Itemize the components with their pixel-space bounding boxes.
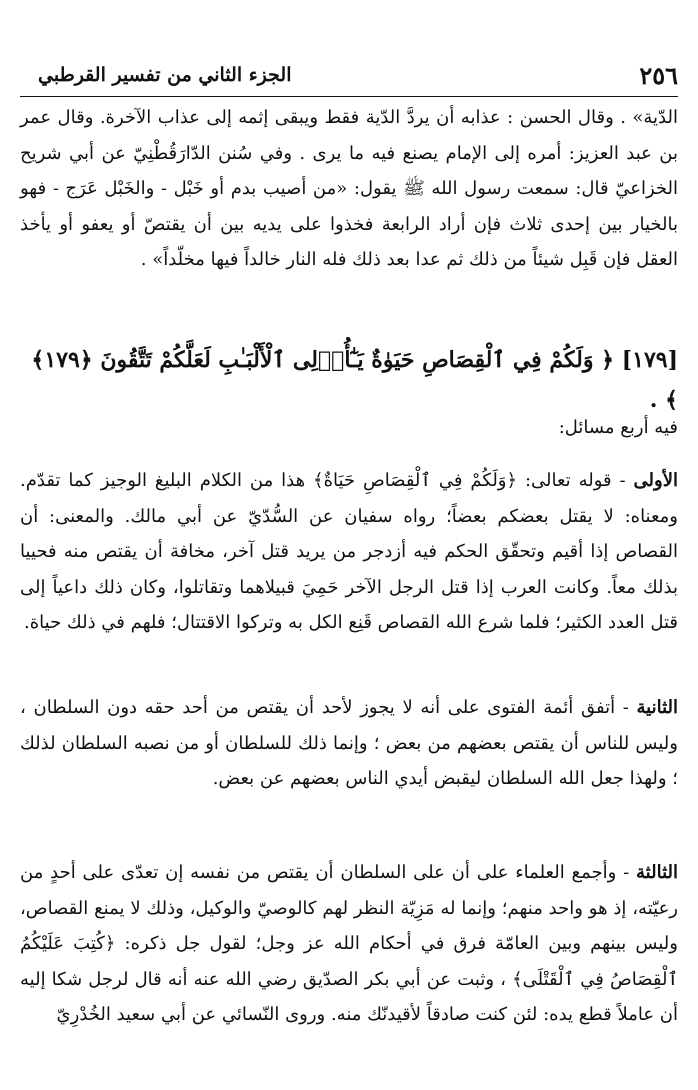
running-title: الجزء الثاني من تفسير القرطبي: [38, 64, 292, 86]
verse-line: [20, 340, 678, 420]
issue-second-text: - أتفق أئمة الفتوى على أنه لا يجوز لأحد أن يقتص من أحد حقه دون السلطان ، وليس للناس أن يقتص بعضهم من بعض ؛ وإنما ذلك للسلطان أو من نصبه السلطان لذلك ؛ ولهذا جعل الله السلطان ليقبض أيدي الناس بعضهم عن بعض.: [20, 697, 678, 789]
page-header: [20, 54, 678, 97]
issue-second: [20, 690, 678, 797]
issue-third-label: الثالثة: [636, 862, 678, 883]
page-number: ٢٥٦: [639, 60, 678, 90]
issue-second-label: الثانية: [636, 697, 678, 718]
issue-first: [20, 463, 678, 641]
verse-number: [١٧٩]: [621, 347, 678, 373]
issues-intro: فيه أربع مسائل:: [558, 417, 678, 438]
issue-third: [20, 855, 678, 1033]
paragraph-diya: الدّية» . وقال الحسن : عذابه أن يردَّ الدّية فقط ويبقى إثمه إلى عذاب الآخرة. وقال عمر بن عبد العزيز: أمره إلى الإمام يصنع فيه ما يرى . وفي سُنن الدّارَقُطْنِيّ عن أبي شريح الخزاعيّ قال: سمعت رسول الله ﷺ يقول: «من أصيب بدم أو خَبْل - والخَبْل عَرَج - فهو بالخيار بين إحدى ثلاث فإن أراد الرابعة فخذوا على يديه بين أن يقتصّ أو يعفو أو يأخذ العقل فإن قَبِل شيئاً من ذلك ثم عدا بعد ذلك فله النار خالداً فيها مخلّداً» .: [20, 107, 678, 270]
issue-third-text: - وأجمع العلماء على أن على السلطان أن يقتص من نفسه إن تعدّى على أحدٍ من رعيّته، إذ هو واحد منهم؛ وإنما له مَزِيّة النظر لهم كالوصيّ والوكيل، وذلك لا يمنع القصاص، وليس بينهم وبين العامّة فرق في أحكام الله عز وجل؛ لقول جل ذكره: ﴿كُتِبَ عَلَيْكُمُ ٱلْقِصَاصُ فِي ٱلْقَتْلَى﴾ ، وثبت عن أبي بكر الصدّيق رضي الله عنه أنه قال لرجل شكا إليه أن عاملاً قطع يده: لئن كنت صادقاً لأقيدنّك منه. وروى النّسائي عن أبي سعيد الخُدْرِيّ: [20, 862, 678, 1025]
verse-text: ﴿ وَلَكُمْ فِي ٱلْقِصَاصِ حَيَوٰةٌ يَـٰٓأُو۟لِى ٱلْأَلْبَـٰبِ لَعَلَّكُمْ تَتَّقُونَ ﴿١٧٩﴾ ﴾ .: [31, 347, 678, 413]
issue-first-text: - قوله تعالى: ﴿وَلَكُمْ فِي ٱلْقِصَاصِ حَيَاةٌ﴾ هذا من الكلام البليغ الوجيز كما تقدّم. ومعناه: لا يقتل بعضكم بعضاً؛ رواه سفيان عن السُّدّيّ عن أبي مالك. والمعنى: أن القصاص إذا أقيم وتحقّق الحكم فيه أزدجر من يريد قتل آخر، مخافة أن يقتص منه فحييا بذلك معاً. وكانت العرب إذا قتل الرجل الآخر حَمِيَ قبيلاهما وتقاتلوا، وكان ذلك داعياً إلى قتل العدد الكثير؛ فلما شرع الله القصاص قَنِع الكل به وتركوا الاقتتال؛ فلهم في ذلك حياة.: [20, 470, 678, 633]
issue-first-label: الأولى: [633, 470, 678, 491]
